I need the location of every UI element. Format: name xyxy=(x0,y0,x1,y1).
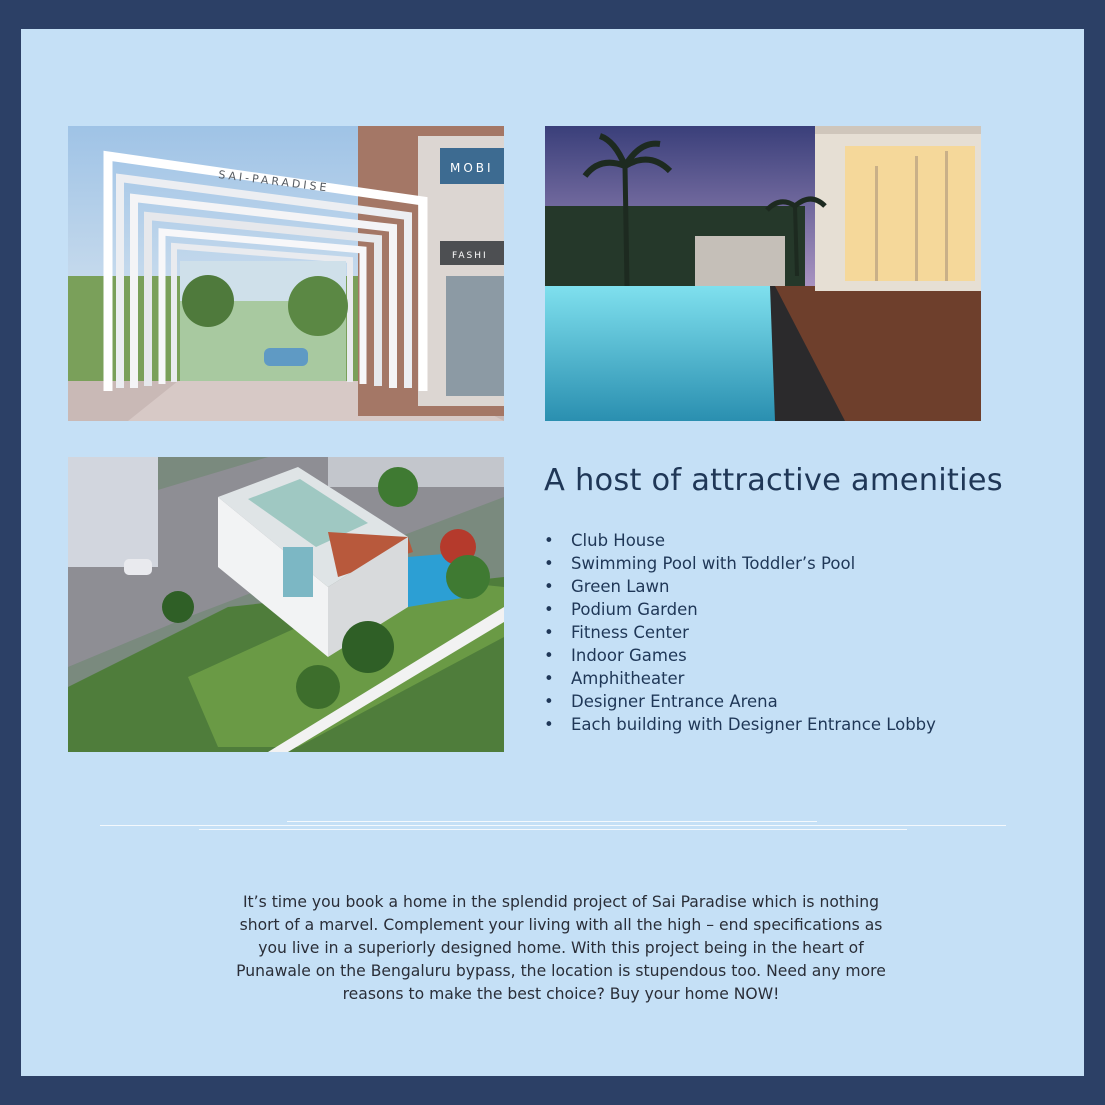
amenity-label: Club House xyxy=(571,531,665,550)
amenity-label: Podium Garden xyxy=(571,600,698,619)
amenity-label: Indoor Games xyxy=(571,646,687,665)
bullet-icon: • xyxy=(544,531,554,550)
bullet-icon: • xyxy=(544,646,554,665)
amenity-label: Each building with Designer Entrance Lobby xyxy=(571,715,936,734)
amenity-label: Fitness Center xyxy=(571,623,689,642)
list-item xyxy=(544,575,936,598)
bullet-icon: • xyxy=(544,623,554,642)
clubhouse-aerial-photo xyxy=(68,457,504,752)
list-item xyxy=(544,690,936,713)
amenity-label: Designer Entrance Arena xyxy=(571,692,778,711)
amenities-list xyxy=(544,529,936,736)
shop-sign-mobi: MOBI xyxy=(450,161,494,175)
list-item xyxy=(544,667,936,690)
closing-paragraph xyxy=(211,891,911,1006)
amenities-heading: A host of attractive amenities xyxy=(544,463,1003,498)
closing-line: short of a marvel. Complement your living with all the high – end specifications as xyxy=(239,916,883,934)
amenity-label: Green Lawn xyxy=(571,577,670,596)
closing-line: you live in a superiorly designed home. With this project being in the heart of xyxy=(258,939,864,957)
divider-line xyxy=(287,821,817,822)
list-item xyxy=(544,552,936,575)
list-item xyxy=(544,529,936,552)
bullet-icon: • xyxy=(544,577,554,596)
brochure-page xyxy=(21,29,1084,1076)
bullet-icon: • xyxy=(544,715,554,734)
bullet-icon: • xyxy=(544,692,554,711)
bullet-icon: • xyxy=(544,600,554,619)
divider-line xyxy=(100,825,1006,826)
list-item xyxy=(544,644,936,667)
closing-line: reasons to make the best choice? Buy your home NOW! xyxy=(342,985,780,1003)
divider-line xyxy=(199,829,907,830)
list-item xyxy=(544,621,936,644)
closing-line: Punawale on the Bengaluru bypass, the location is stupendous too. Need any more xyxy=(236,962,886,980)
bullet-icon: • xyxy=(544,554,554,573)
amenity-label: Amphitheater xyxy=(571,669,685,688)
swimming-pool-photo xyxy=(545,126,981,421)
gate-sign: SAI-PARADISE xyxy=(217,168,331,195)
entrance-gate-photo xyxy=(68,126,504,421)
list-item xyxy=(544,598,936,621)
amenity-label: Swimming Pool with Toddler’s Pool xyxy=(571,554,856,573)
shop-sign-fashion: FASHI xyxy=(452,251,488,261)
list-item xyxy=(544,713,936,736)
bullet-icon: • xyxy=(544,669,554,688)
closing-line: It’s time you book a home in the splendid project of Sai Paradise which is nothing xyxy=(242,893,880,911)
